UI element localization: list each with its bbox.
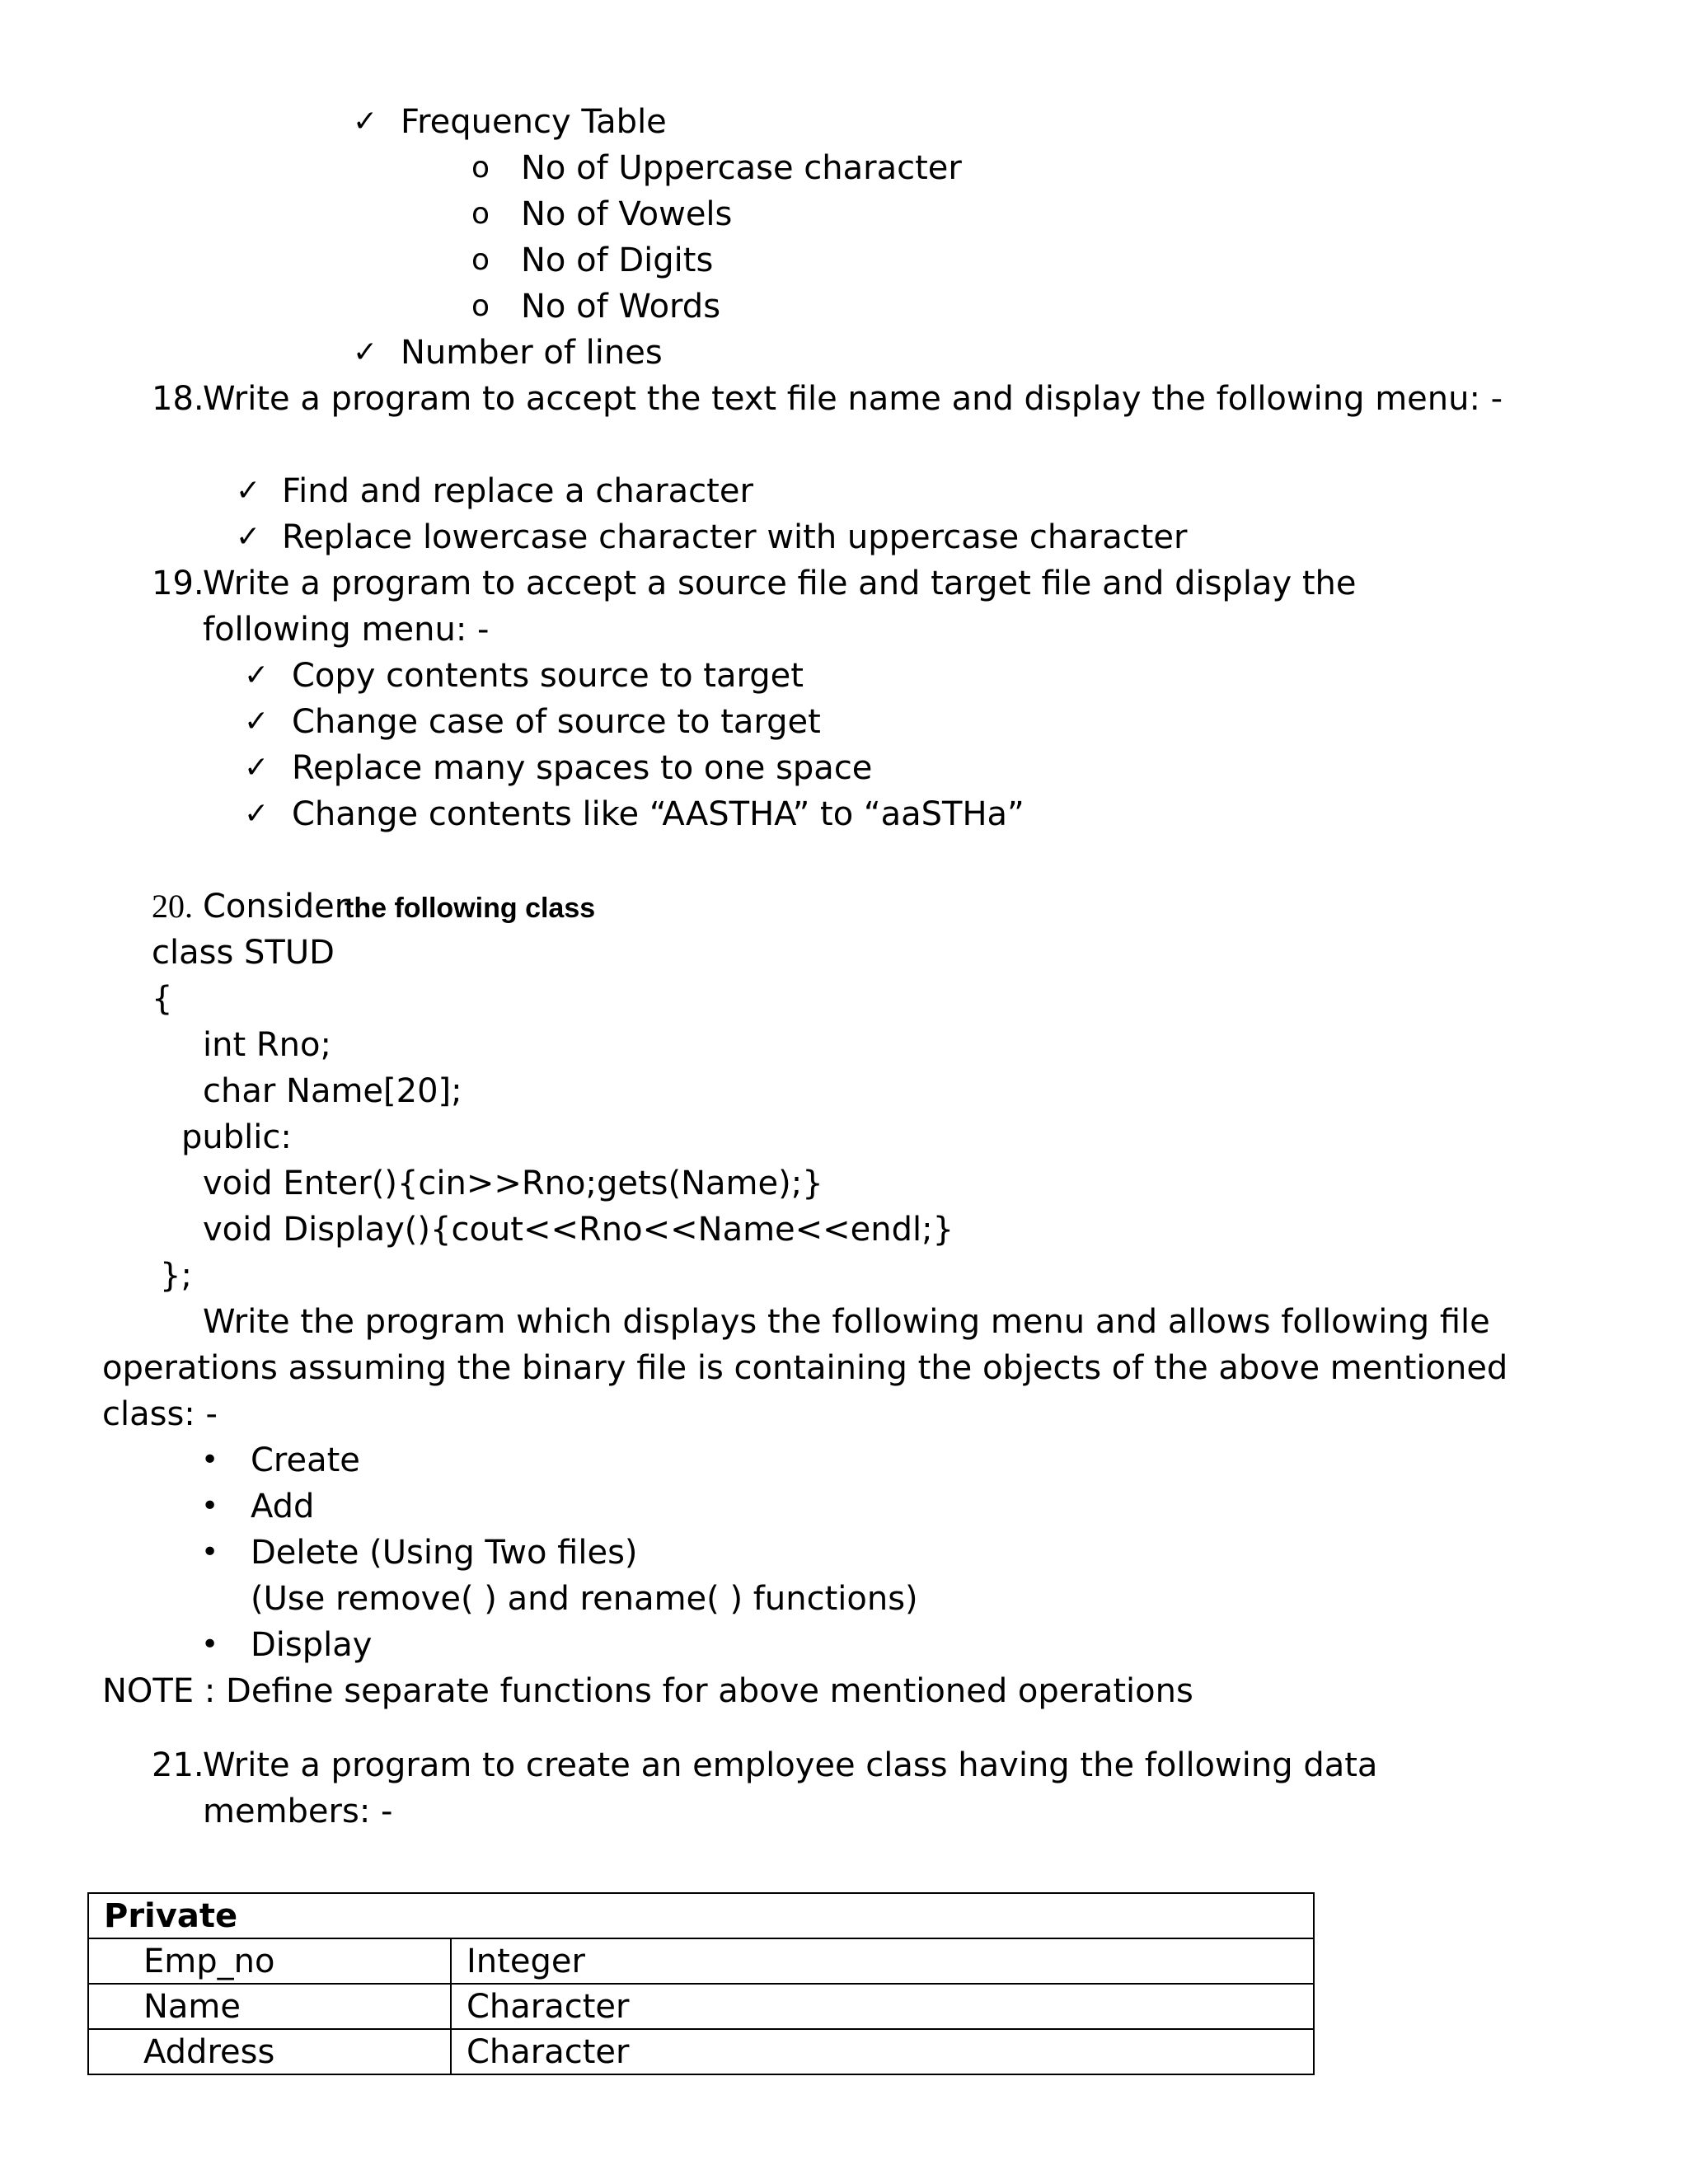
list-item: Add	[251, 1488, 315, 1526]
paragraph-line: class: -	[102, 1395, 218, 1433]
circle-icon: o	[471, 289, 490, 323]
bullet-icon: •	[201, 1489, 219, 1523]
table-cell: Character	[451, 1984, 1314, 2029]
table-cell: Name	[88, 1984, 451, 2029]
list-item: No of Words	[521, 288, 721, 326]
code-line: class STUD	[152, 934, 335, 972]
note: NOTE : Define separate functions for above mentioned operations	[102, 1672, 1193, 1710]
question-text: Write a program to create an employee class having the following data	[203, 1746, 1378, 1784]
question-number: 19.	[152, 565, 204, 602]
question-number: 21.	[152, 1746, 204, 1784]
list-item: Change contents like “AASTHA” to “aaSTHa”	[292, 795, 1025, 833]
paragraph-line: Write the program which displays the following menu and allows following file	[203, 1303, 1490, 1341]
check-icon: ✓	[244, 705, 270, 738]
table-header-row	[88, 1893, 1314, 1938]
list-item: Replace many spaces to one space	[292, 749, 873, 787]
table-cell: Address	[88, 2029, 451, 2074]
list-item: Create	[251, 1441, 360, 1479]
table-row	[88, 2029, 1314, 2074]
list-item: No of Digits	[521, 241, 714, 279]
question-number: 20.	[152, 888, 193, 925]
check-icon: ✓	[236, 474, 261, 508]
bullet-icon: •	[201, 1443, 219, 1477]
check-icon: ✓	[244, 658, 270, 692]
code-line: void Enter(){cin>>Rno;gets(Name);}	[203, 1165, 823, 1202]
employee-table	[87, 1892, 1315, 2075]
list-item: Change case of source to target	[292, 703, 821, 741]
list-item: Copy contents source to target	[292, 657, 804, 695]
question-text: members: -	[203, 1793, 393, 1830]
table-cell: Integer	[451, 1938, 1314, 1984]
list-item: No of Uppercase character	[521, 149, 962, 187]
list-item: Delete (Using Two files)	[251, 1534, 638, 1572]
bullet-icon: •	[201, 1628, 219, 1661]
question-text-bold: the following class	[345, 893, 596, 924]
table-row	[88, 1984, 1314, 2029]
table-cell: Emp_no	[88, 1938, 451, 1984]
question-text: following menu: -	[203, 611, 490, 649]
code-line: char Name[20];	[203, 1072, 462, 1110]
list-item: Number of lines	[401, 334, 663, 372]
check-icon: ✓	[244, 751, 270, 785]
question-text: Write a program to accept a source file and target file and display the	[203, 565, 1357, 602]
code-line: int Rno;	[203, 1026, 331, 1064]
list-item: Frequency Table	[401, 103, 667, 141]
list-item: Replace lowercase character with uppercase character	[282, 518, 1188, 556]
table-row	[88, 1938, 1314, 1984]
code-line: };	[160, 1257, 192, 1295]
check-icon: ✓	[353, 105, 378, 138]
circle-icon: o	[471, 151, 490, 185]
paragraph-line: operations assuming the binary file is containing the objects of the above mentioned	[102, 1349, 1508, 1387]
check-icon: ✓	[353, 335, 378, 369]
table-header: Private	[88, 1893, 1314, 1938]
circle-icon: o	[471, 197, 490, 231]
code-line: void Display(){cout<<Rno<<Name<<endl;}	[203, 1211, 954, 1249]
question-text: Write a program to accept the text file name and display the following menu: -	[203, 380, 1503, 418]
check-icon: ✓	[244, 797, 270, 831]
question-number: 18.	[152, 380, 204, 418]
question-text: Consider	[203, 888, 349, 926]
circle-icon: o	[471, 243, 490, 277]
list-item: No of Vowels	[521, 195, 733, 233]
bullet-icon: •	[201, 1535, 219, 1569]
table-cell: Character	[451, 2029, 1314, 2074]
list-item: Display	[251, 1626, 373, 1664]
code-line: public:	[181, 1118, 292, 1156]
list-item-note: (Use remove( ) and rename( ) functions)	[251, 1580, 918, 1618]
list-item: Find and replace a character	[282, 472, 753, 510]
code-line: {	[152, 980, 173, 1018]
check-icon: ✓	[236, 520, 261, 554]
